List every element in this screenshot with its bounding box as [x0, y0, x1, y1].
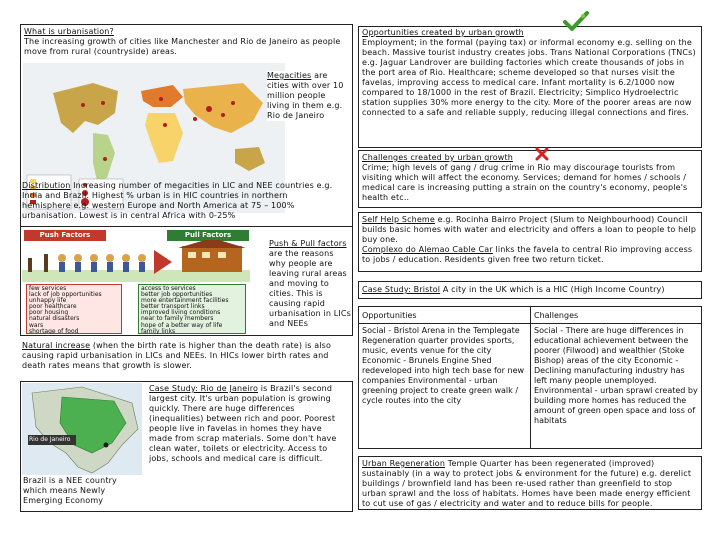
natural-increase-title: Natural increase — [22, 341, 91, 350]
push-pull-body: are the reasons why people are leaving rural areas and moving to cities. This is causing rapid urbanisation in LICs and NEEs — [269, 249, 351, 328]
rio-map-label: Rio de Janeiro — [29, 436, 71, 443]
challenges-body: Crime; high levels of gang / drug crime in Rio may discourage tourists from visiting which will affect the economy. Services; demand for homes / schools / medical care is increasing putting a strain on the country's economy, people's health etc.. — [362, 163, 688, 202]
rio-case-study-body: is Brazil's second largest city. It's urban population is growing quickly. There are huge differences (inequalities) between rich and poor. Poorest people live in favelas in homes they have made from scrap materials. Some don't have clean water, toilets or electricity. Access to jobs, schools and medical care is difficult. — [149, 384, 337, 463]
distribution-title: Distribution — [22, 181, 71, 190]
push-item: few services — [29, 285, 67, 292]
brazil-map — [22, 383, 142, 475]
bristol-text — [362, 285, 698, 295]
self-help-title: Self Help Scheme — [362, 215, 435, 224]
rio-panel — [20, 381, 353, 512]
self-help-text — [362, 215, 698, 265]
push-factors-banner: Push Factors — [24, 230, 106, 241]
natural-increase-body: (when the birth rate is higher than the death rate) is also causing rapid urbanisation in LICs and NEEs. In HICs lower birth rates and death rates means that growth is slower. — [22, 341, 331, 370]
push-pull-panel — [20, 226, 353, 336]
table-cell-challenges: Social - There are huge differences in educational achievement between the poorer (Filwood) and wealthier (Stoke Bishop) areas of the city Economic - Declining manufacturing industry has left many people unemployed. Environmental - urban sprawl created by building more homes has reduced the amount of green open space and loss of habitats — [530, 323, 702, 449]
opportunities-body: Employment; in the formal (paying tax) or informal economy e.g. selling on the beach. Massive tourist industry creates jobs. Trans National Corporations (TNCs) e.g. Jaguar Landrover are building factories which create thousands of jobs in the port area of Rio. Healthcare; scheme developed so that nurses visit the favelas, improving access to medical care. Infant mortality is 6.2/1000 now compared to 18/1000 in the rest of Brazil. Electricity; Simplico Hydroelectric station supplies 30% more energy to the city. More of the poorer areas are now connected to a safe and reliable supply, reducing illegal connections and fires. — [362, 38, 696, 117]
table-cell-opportunities: Social - Bristol Arena in the Templegate Regeneration quarter provides sports, music, events venue for the city Economic - Brunels Engine Shed redeveloped into high tech base for new companies Environmental - urban greening project to create green walk / cycle routes into the city — [358, 323, 531, 449]
bristol-body: A city in the UK which is a HIC (High Income Country) — [440, 285, 665, 294]
cable-car-body: links the favela to central Rio improving access to jobs / education. Residents given free two return ticket. — [362, 245, 693, 264]
pull-item: hope of a better way of life — [141, 321, 223, 329]
pull-item: more entertainment facilities — [141, 297, 229, 305]
rio-case-study-text — [149, 384, 343, 464]
distribution-body: Increasing number of megacities in LIC and NEE countries e.g. India and Brazil. Highest % urban is in HIC countries in northern hemisphere e.g. western Europe and North America at 75 – 100% urbanisation. Lowest is in central Africa with 0-25% — [22, 181, 333, 220]
regeneration-panel — [358, 456, 702, 510]
rio-case-study-title: Case Study: Rio de Janeiro — [149, 384, 259, 393]
cross-icon — [535, 146, 549, 160]
tick-icon — [563, 10, 589, 32]
pull-item: improved living conditions — [141, 309, 221, 317]
pull-factors-banner: Pull Factors — [167, 230, 249, 241]
opportunities-panel — [358, 26, 702, 148]
push-item: wars — [29, 321, 44, 329]
push-item: shortage of food — [29, 327, 79, 334]
opportunities-text — [362, 28, 698, 118]
push-pull-title: Push & Pull factors — [269, 239, 347, 248]
pull-item: better transport links — [141, 303, 205, 311]
push-pull-diagram — [22, 228, 250, 334]
megacities-body: are cities with over 10 million people living in them e.g. Rio de Janeiro — [267, 71, 344, 120]
brazil-map-graphic — [22, 383, 142, 475]
challenges-panel — [358, 150, 702, 208]
regeneration-text — [362, 459, 698, 509]
table-head-opportunities: Opportunities — [358, 306, 531, 324]
push-item: poor healthcare — [29, 303, 77, 311]
distribution-text — [22, 181, 334, 221]
bristol-panel — [358, 281, 702, 299]
self-help-panel — [358, 212, 702, 272]
pull-item: better job opportunities — [141, 291, 213, 299]
pull-item: access to services — [141, 285, 196, 292]
push-list — [26, 284, 122, 334]
migrants-illustration — [22, 240, 250, 282]
push-item: natural disasters — [29, 315, 80, 323]
natural-increase-text — [22, 341, 342, 371]
opportunities-title: Opportunities created by urban growth — [362, 28, 524, 37]
cable-car-title: Complexo do Alemao Cable Car — [362, 245, 493, 254]
regeneration-body: Temple Quarter has been regenerated (improved) sustainably (in a way to protect jobs & environment for the future) e.g. derelict buildings / brownfield land has been re-used rather than greenfield to stop urban sprawl and the loss of habitats. Homes have been made energy efficient to cut use of gas / electricity and water and to reduce bills for people. — [362, 459, 692, 508]
self-help-body: e.g. Rocinha Bairro Project (Slum to Neighbourhood) Council builds basic homes with water and electricity and offers a loan to people to help buy one. — [362, 215, 697, 244]
brazil-nee-text: Brazil is a NEE country which means Newly Emerging Economy — [23, 476, 117, 505]
urbanisation-title: What is urbanisation? — [24, 27, 114, 36]
urbanisation-text — [24, 27, 344, 57]
urbanisation-body: The increasing growth of cities like Manchester and Rio de Janeiro as people move from rural (countryside) areas. — [24, 37, 341, 56]
push-pull-text — [269, 239, 351, 329]
pull-item: family links — [141, 327, 176, 334]
push-item: unhappy life — [29, 297, 67, 305]
pull-item: near to family members — [141, 315, 214, 323]
push-item: poor housing — [29, 309, 69, 317]
regeneration-title: Urban Regeneration — [362, 459, 446, 468]
megacities-title: Megacities — [267, 71, 312, 80]
bristol-title: Case Study: Bristol — [362, 285, 441, 294]
megacities-text — [267, 71, 349, 121]
challenges-title: Challenges created by urban growth — [362, 153, 513, 162]
challenges-text — [362, 153, 698, 203]
table-head-challenges: Challenges — [530, 306, 702, 324]
push-item: lack of job opportunities — [29, 291, 102, 299]
pull-list — [138, 284, 246, 334]
